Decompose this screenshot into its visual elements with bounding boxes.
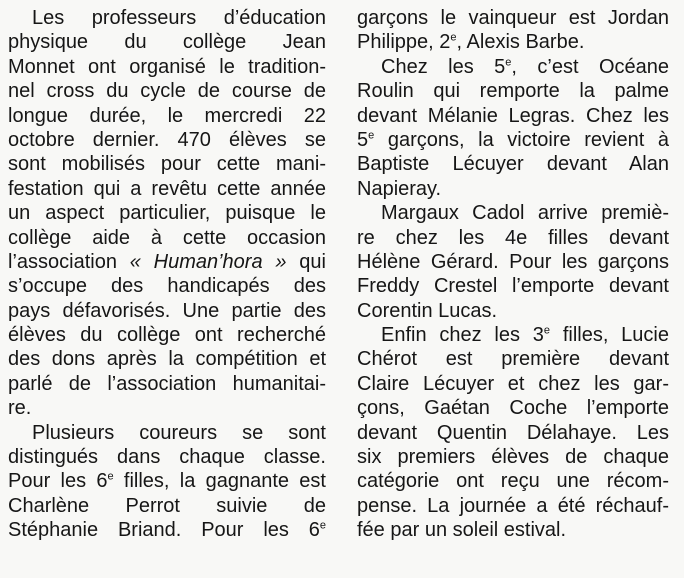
article-text-line (8, 55, 326, 79)
article-text-line (357, 396, 669, 420)
article-text-line (8, 323, 326, 347)
text-segment: physique du collège Jean (8, 31, 326, 54)
article-text-line (357, 104, 669, 128)
text-segment: fée par un soleil estival. (357, 519, 567, 542)
article-text-line (357, 152, 669, 176)
text-segment: élèves du collège ont recherché (8, 324, 326, 347)
text-segment: devant Mélanie Legras. Chez les (357, 104, 669, 127)
text-segment: qui (286, 250, 326, 273)
article-text-line (8, 250, 326, 274)
text-segment: Les professeurs d’éducation (32, 7, 326, 29)
text-segment: pense. La journée a été réchauf- (357, 494, 669, 517)
text-segment: Charlène Perrot suivie de (8, 494, 326, 517)
article-text-line (357, 226, 669, 250)
article-column-right (357, 6, 669, 543)
article-text-line (8, 177, 326, 201)
text-segment: octobre dernier. 470 élèves se (8, 128, 326, 151)
text-segment: Stéphanie Briand. Pour les 6 (8, 519, 320, 542)
article-text-line (357, 421, 669, 445)
article-text-line (8, 226, 326, 250)
text-segment: Pour les 6 (8, 470, 108, 493)
text-segment: six premiers élèves de chaque (357, 446, 669, 469)
article-text-line (357, 372, 669, 396)
text-segment: nel cross du cycle de course de (8, 80, 326, 103)
text-segment: 5 (357, 128, 369, 151)
article-text-line (357, 469, 669, 493)
text-segment: longue durée, le mercredi 22 (8, 104, 326, 127)
text-segment: Philippe, 2 (357, 31, 451, 54)
article-text-line (8, 128, 326, 152)
text-segment: Monnet ont organisé le tradition- (8, 55, 326, 78)
text-segment: Baptiste Lécuyer devant Alan (357, 153, 669, 176)
article-text-line (357, 494, 669, 518)
text-segment: devant Quentin Délahaye. Les (357, 421, 669, 444)
text-segment: çons, Gaétan Coche l’emporte (357, 397, 669, 420)
text-segment: Enfin chez les 3 (381, 324, 544, 347)
article-text-line (357, 445, 669, 469)
article-text-line (357, 250, 669, 274)
text-segment: l’association (8, 250, 130, 273)
article-text-line (357, 6, 669, 30)
article-text-line (8, 445, 326, 469)
text-segment: Corentin Lucas. (357, 299, 498, 322)
article-text-line (8, 372, 326, 396)
article-text-line (8, 421, 326, 445)
text-segment: s’occupe des handicapés des (8, 275, 326, 298)
article-text-line (8, 347, 326, 371)
article-text-line (8, 152, 326, 176)
article-text-line (8, 79, 326, 103)
italic-text: « Human’hora » (129, 250, 287, 273)
text-segment: , Alexis Barbe. (456, 31, 585, 54)
ordinal-superscript: e (450, 31, 457, 44)
article-text-line (357, 274, 669, 298)
article-text-line (8, 299, 326, 323)
article-text-line (8, 518, 326, 542)
article-text-line (8, 30, 326, 54)
ordinal-superscript: e (543, 324, 551, 337)
ordinal-superscript: e (107, 470, 114, 483)
article-text-line (357, 299, 669, 323)
text-segment: pays défavorisés. Une partie des (8, 299, 326, 322)
text-segment: , c’est Océane (511, 55, 669, 78)
article-text-line (357, 79, 669, 103)
article-text-line (357, 30, 669, 54)
text-segment: sont mobilisés pour cette mani- (8, 153, 326, 176)
text-segment: garçons, la victoire revient à (374, 128, 669, 151)
ordinal-superscript: e (505, 56, 512, 69)
article-text-line (357, 323, 669, 347)
text-segment: garçons le vainqueur est Jordan (357, 7, 669, 29)
text-segment: Chez les 5 (381, 55, 506, 78)
text-segment: Chérot est première devant (357, 348, 669, 371)
article-text-line (8, 469, 326, 493)
article-text-line (8, 104, 326, 128)
text-segment: re. (8, 397, 32, 420)
text-segment: Margaux Cadol arrive premiè- (381, 202, 669, 225)
text-segment: Freddy Crestel l’emporte devant (357, 275, 669, 298)
article-text-line (8, 6, 326, 30)
text-segment: festation qui a revêtu cette année (8, 177, 326, 200)
ordinal-superscript: e (368, 129, 375, 142)
article-column-left (8, 6, 326, 543)
article-text-line (8, 396, 326, 420)
text-segment: Hélène Gérard. Pour les garçons (357, 250, 669, 273)
text-segment: Napieray. (357, 177, 442, 200)
text-segment: re chez les 4e filles devant (357, 226, 669, 249)
article-text-line (357, 55, 669, 79)
text-segment: des dons après la compétition et (8, 348, 326, 371)
text-segment: Roulin qui remporte la palme (357, 80, 669, 103)
article-text-line (357, 128, 669, 152)
text-segment: Claire Lécuyer et chez les gar- (357, 372, 669, 395)
text-segment: filles, Lucie (550, 324, 669, 347)
ordinal-superscript: e (319, 519, 326, 532)
article-text-line (357, 518, 669, 542)
article-text-line (8, 494, 326, 518)
text-segment: parlé de l’association humanitai- (8, 372, 326, 395)
text-segment: Plusieurs coureurs se sont (32, 421, 326, 444)
text-segment: filles, la gagnante est (113, 470, 326, 493)
article-text-line (8, 201, 326, 225)
article-text-line (357, 177, 669, 201)
article-text-line (8, 274, 326, 298)
article-text-line (357, 201, 669, 225)
text-segment: collège aide à cette occasion (8, 226, 326, 249)
text-segment: un aspect particulier, puisque le (8, 202, 326, 225)
text-segment: distingués dans chaque classe. (8, 446, 326, 469)
text-segment: catégorie ont reçu une récom- (357, 470, 669, 493)
article-text-line (357, 347, 669, 371)
